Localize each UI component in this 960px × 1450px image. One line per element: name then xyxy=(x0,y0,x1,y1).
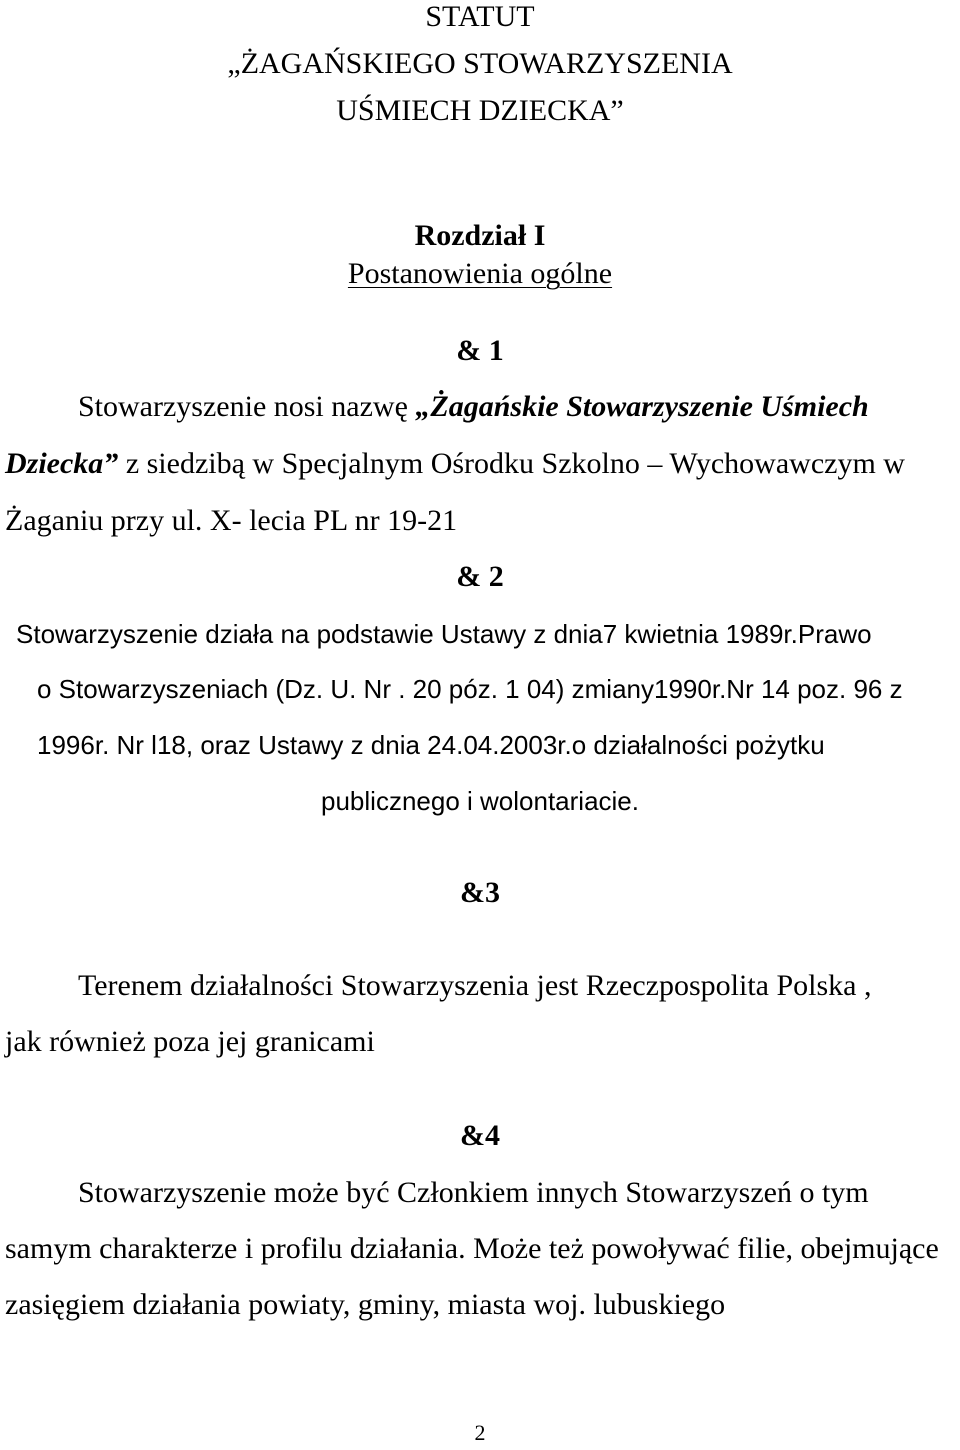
section4-line1: Stowarzyszenie może być Członkiem innych Stowarzyszeń o tym xyxy=(78,1176,869,1209)
document-title-line2: „ŻAGAŃSKIEGO STOWARZYSZENIA xyxy=(227,47,733,80)
section1-text-cont: z siedzibą w Specjalnym Ośrodku Szkolno – Wychowawczym w xyxy=(118,447,905,480)
section1-line1 xyxy=(78,389,869,425)
section4-line3: zasięgiem działania powiaty, gminy, miasta woj. lubuskiego xyxy=(5,1288,726,1321)
section1-line3: Żaganiu przy ul. X- lecia PL nr 19-21 xyxy=(5,504,458,537)
section3-line1: Terenem działalności Stowarzyszenia jest Rzeczpospolita Polska , xyxy=(78,969,872,1002)
section-mark-4: &4 xyxy=(460,1119,500,1152)
section4-line2: samym charakterze i profilu działania. Może też powoływać filie, obejmujące xyxy=(5,1232,939,1265)
association-name: „Żagańskie Stowarzyszenie Uśmiech xyxy=(415,390,869,423)
section3-line2: jak również poza jej granicami xyxy=(5,1025,375,1058)
section2-line3: 1996r. Nr l18, oraz Ustawy z dnia 24.04.2003r.o działalności pożytku xyxy=(37,730,825,760)
section2-line1: Stowarzyszenie działa na podstawie Ustawy z dnia7 kwietnia 1989r.Prawo xyxy=(16,619,872,649)
section-mark-3: &3 xyxy=(460,876,500,909)
section2-line2: o Stowarzyszeniach (Dz. U. Nr . 20 póz. 1 04) zmiany1990r.Nr 14 poz. 96 z xyxy=(37,674,903,704)
section-mark-2: & 2 xyxy=(456,560,504,593)
section1-text: Stowarzyszenie nosi nazwę xyxy=(78,390,416,423)
chapter-subtitle: Postanowienia ogólne xyxy=(347,257,613,290)
document-title-line1: STATUT xyxy=(425,0,535,33)
chapter-subtitle-wrap xyxy=(0,256,960,292)
association-name-cont: Dziecka” xyxy=(5,447,119,480)
section1-line2 xyxy=(5,446,905,482)
section-mark-1: & 1 xyxy=(456,334,504,367)
page-number: 2 xyxy=(474,1420,486,1445)
section2-line4: publicznego i wolontariacie. xyxy=(321,786,639,816)
chapter-heading: Rozdział I xyxy=(414,219,546,252)
document-title-line3: UŚMIECH DZIECKA” xyxy=(336,94,624,127)
